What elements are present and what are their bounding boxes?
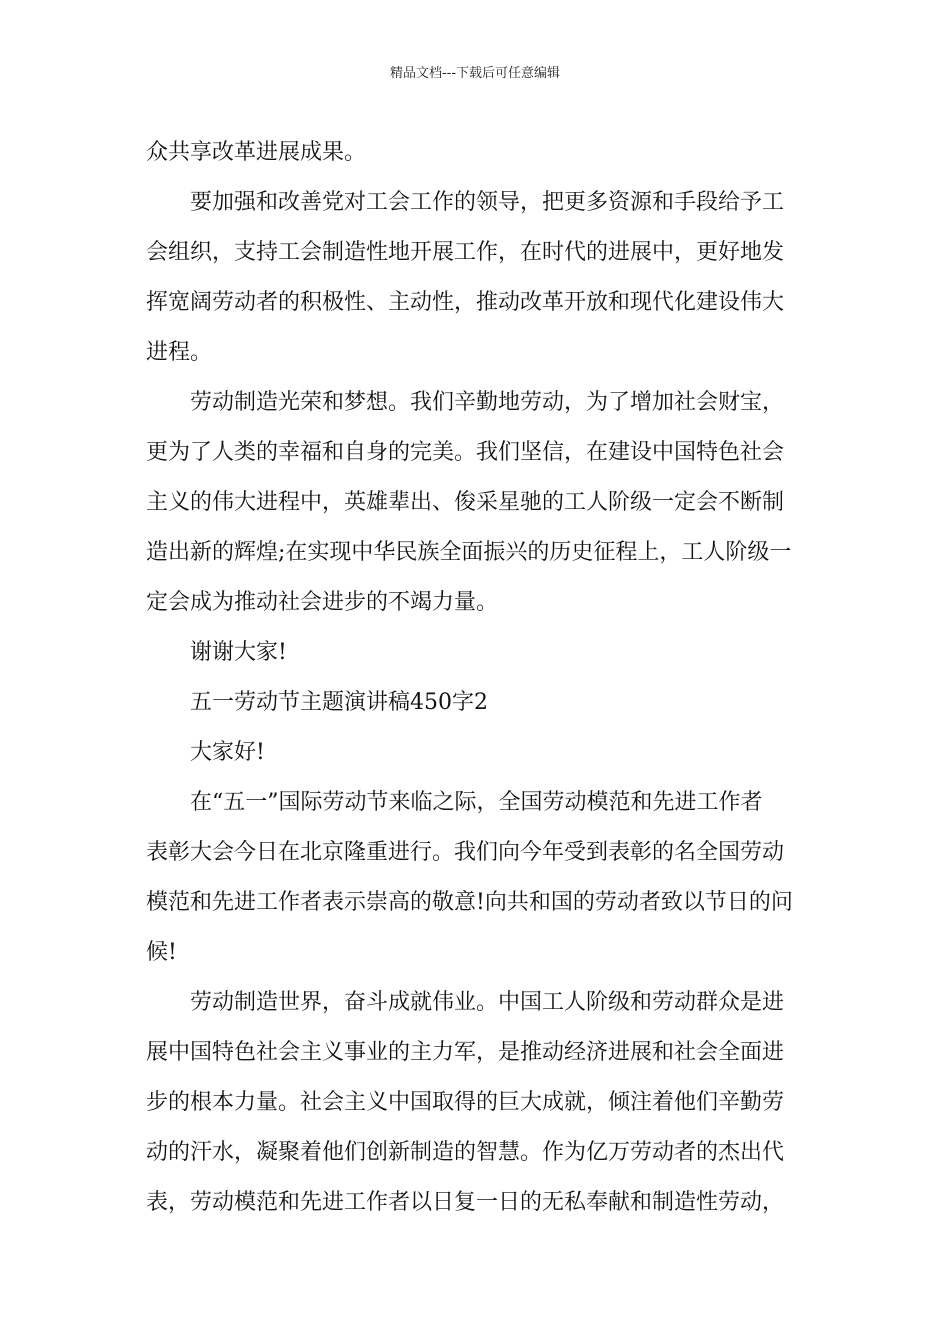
text-line: 展中国特色社会主义事业的主力军，是推动经济进展和社会全面进 — [146, 1040, 785, 1065]
text-line: 在“五一”国际劳动节来临之际，全国劳动模范和先进工作者 — [190, 790, 763, 815]
text-line: 动的汗水，凝聚着他们创新制造的智慧。作为亿万劳动者的杰出代 — [146, 1140, 785, 1165]
text-line: 进程。 — [146, 340, 213, 365]
text-line: 众共享改革进展成果。 — [146, 140, 367, 165]
text-line: 表，劳动模范和先进工作者以日复一日的无私奉献和制造性劳动， — [146, 1190, 785, 1215]
text-line: 会组织，支持工会制造性地开展工作，在时代的进展中，更好地发 — [146, 240, 785, 265]
section-title: 五一劳动节主题演讲稿450字2 — [190, 690, 488, 715]
text-line: 挥宽阔劳动者的积极性、主动性，推动改革开放和现代化建设伟大 — [146, 290, 785, 315]
text-line: 主义的伟大进程中，英雄辈出、俊采星驰的工人阶级一定会不断制 — [146, 490, 785, 515]
text-line: 劳动制造世界，奋斗成就伟业。中国工人阶级和劳动群众是进 — [190, 990, 785, 1015]
text-line: 更为了人类的幸福和自身的完美。我们坚信，在建设中国特色社会 — [146, 440, 785, 465]
text-line: 候! — [146, 940, 177, 965]
text-line: 造出新的辉煌;在实现中华民族全面振兴的历史征程上，工人阶级一 — [146, 540, 792, 565]
text-line: 要加强和改善党对工会工作的领导，把更多资源和手段给予工 — [190, 190, 785, 215]
text-line: 表彰大会今日在北京隆重进行。我们向今年受到表彰的名全国劳动 — [146, 840, 785, 865]
text-line: 步的根本力量。社会主义中国取得的巨大成就，倾注着他们辛勤劳 — [146, 1090, 785, 1115]
page-header: 精品文档---下载后可任意编辑 — [389, 66, 561, 81]
document-body — [146, 128, 810, 1228]
text-line: 模范和先进工作者表示崇高的敬意!向共和国的劳动者致以节日的问 — [146, 890, 793, 915]
closing-line: 谢谢大家! — [190, 640, 287, 665]
greeting-line: 大家好! — [190, 740, 265, 765]
text-line: 劳动制造光荣和梦想。我们辛勤地劳动，为了增加社会财宝， — [190, 390, 785, 415]
text-line: 定会成为推动社会进步的不竭力量。 — [146, 590, 499, 615]
